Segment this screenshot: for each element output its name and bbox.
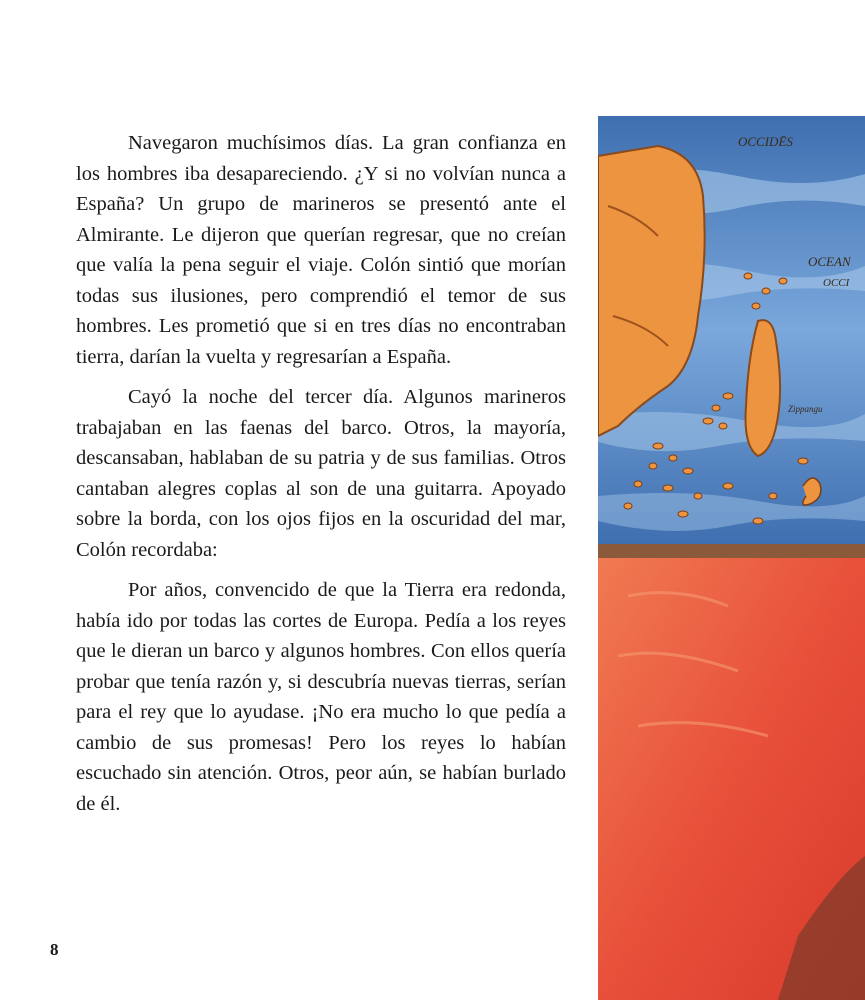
map-svg xyxy=(598,116,865,1000)
paragraph-1: Navegaron muchísimos días. La gran confianza en los hombres iba desapareciendo. ¿Y si no volvían nunca a España? Un grupo de marineros se presentó ante el Almirante. Le dijeron que querían regresar, que no creían que valía la pena seguir el viaje. Colón sintió que morían todas sus ilusiones, pero comprendió el temor de sus hombres. Les prometió que si en tres días no encontraban tierra, darían la vuelta y regresarían a España. xyxy=(76,132,566,368)
label-oceanus: OCEAN xyxy=(808,254,851,269)
label-occi: OCCI xyxy=(823,277,850,289)
paragraph-2: Cayó la noche del tercer día. Algunos marineros trabajaban en las faenas del barco. Otros, la mayoría, descansaban, hablaban de su patria y de sus familias. Otros cantaban alegres coplas al son de una guitarra. Apoyado sobre la borda, con los ojos fijos en la oscuridad del mar, Colón recordaba: xyxy=(76,386,566,561)
page-number: 8 xyxy=(50,940,59,959)
body-text xyxy=(76,128,566,829)
label-occidens: OCCIDĒS xyxy=(738,134,793,149)
paragraph-3: Por años, convencido de que la Tierra era redonda, había ido por todas las cortes de Europa. Pedía a los reyes que le dieran un barco y algunos hombres. Con ellos quería probar que tenía razón y, si descubría nuevas tierras, serían para el rey que lo ayudase. ¡No era mucho lo que pedía a cambio de sus promesas! Pero los reyes lo habían escuchado sin atención. Otros, peor aún, se habían burlado de él. xyxy=(76,579,566,815)
map-frame-edge xyxy=(598,544,865,558)
label-zipangu: Zippangu xyxy=(788,404,823,414)
map-illustration xyxy=(598,116,865,1000)
